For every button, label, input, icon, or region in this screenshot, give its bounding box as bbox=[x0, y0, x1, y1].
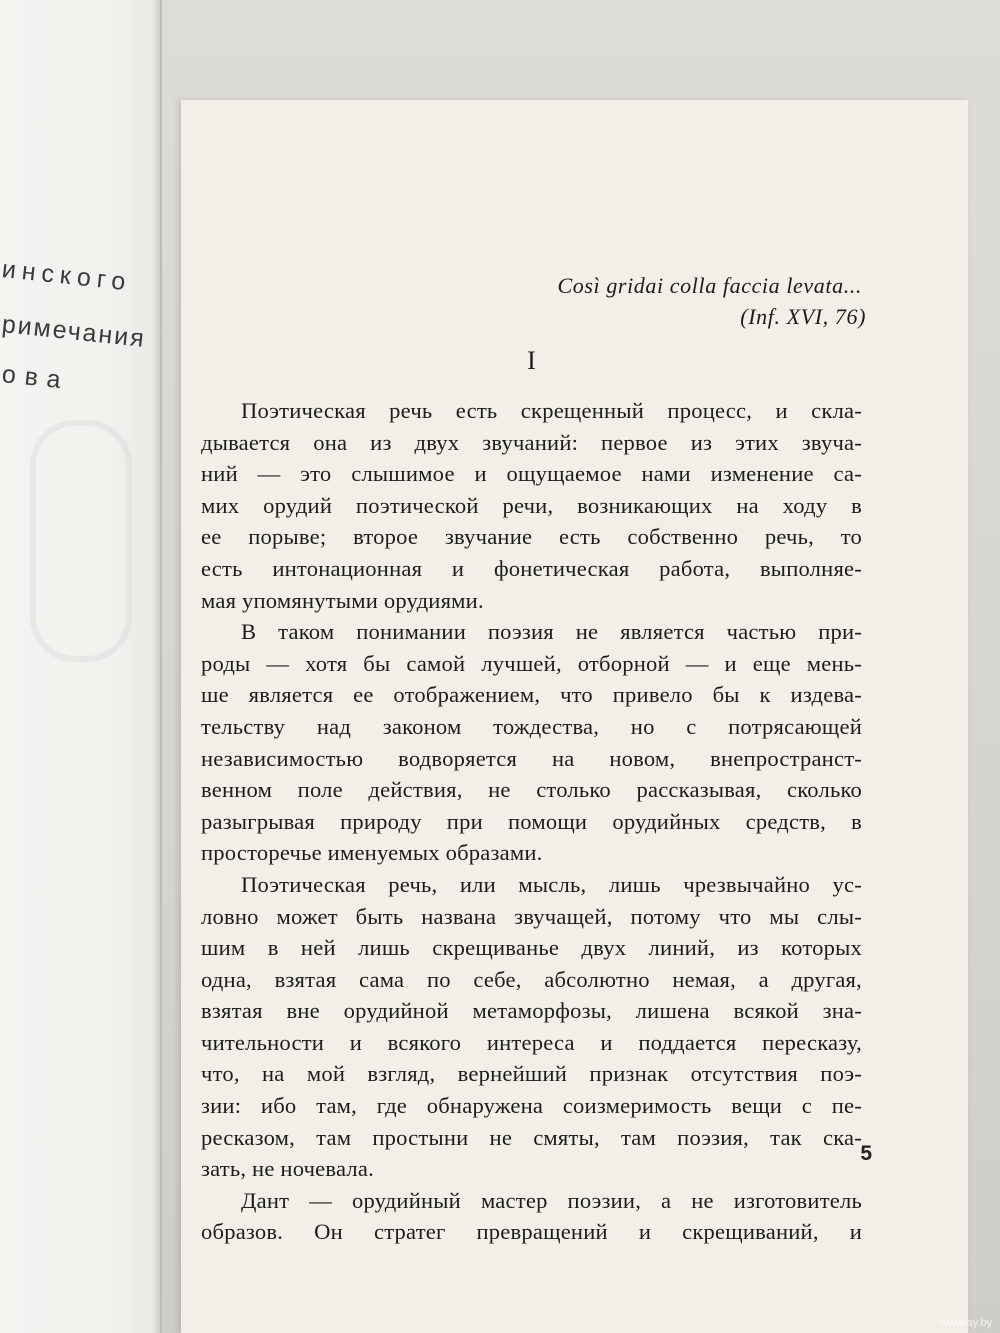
text-line: просторечье именуемых образами. bbox=[201, 840, 543, 866]
previous-page-fragment: инского bbox=[0, 255, 133, 297]
text-line: венном поле действия, не столько рассказывая, сколько bbox=[201, 777, 862, 803]
text-line: ний — это слышимое и ощущаемое нами изменение са- bbox=[201, 461, 862, 487]
watermark: www.ay.by bbox=[940, 1317, 992, 1329]
text-line: тельству над законом тождества, но с потрясающей bbox=[201, 713, 862, 739]
text-line: Поэтическая речь есть скрещенный процесс, и скла- bbox=[241, 398, 862, 423]
text-line: Поэтическая речь, или мысль, лишь чрезвычайно ус- bbox=[241, 871, 862, 897]
previous-page bbox=[0, 0, 162, 1333]
text-line: одна, взятая сама по себе, абсолютно немая, а другая, bbox=[201, 966, 862, 992]
chapter-heading: I bbox=[527, 346, 536, 375]
text-line: зать, не ночевала. bbox=[201, 1156, 374, 1182]
book-page bbox=[181, 100, 968, 1333]
text-line: В таком понимании поэзия не является частью при- bbox=[241, 619, 862, 645]
text-line: мая упомянутыми орудиями. bbox=[201, 587, 484, 613]
text-line: мих орудий поэтической речи, возникающих на ходу в bbox=[201, 492, 862, 518]
text-line: что, на мой взгляд, вернейший признак отсутствия поэ- bbox=[201, 1061, 862, 1087]
epigraph-text: Così gridai colla faccia levata... bbox=[557, 273, 862, 298]
text-line: разыгрывая природу при помощи орудийных средств, в bbox=[201, 808, 862, 834]
text-line: взятая вне орудийной метаморфозы, лишена всякой зна- bbox=[201, 998, 862, 1024]
show-through-ghost bbox=[30, 420, 132, 662]
text-line: есть интонационная и фонетическая работа, выполняе- bbox=[201, 555, 862, 581]
text-line: чительности и всякого интереса и поддается пересказу, bbox=[201, 1029, 862, 1055]
text-line: Дант — орудийный мастер поэзии, а не изготовитель bbox=[241, 1187, 862, 1213]
text-line: ее порыве; второе звучание есть собственно речь, то bbox=[201, 524, 862, 550]
text-line: образов. Он стратег превращений и скрещиваний, и bbox=[201, 1219, 862, 1245]
text-line: ловно может быть названа звучащей, потому что мы слы- bbox=[201, 903, 862, 929]
epigraph-reference: (Inf. XVI, 76) bbox=[740, 304, 866, 329]
page-number: 5 bbox=[860, 1142, 872, 1165]
body-text bbox=[201, 395, 862, 1248]
text-line: ресказом, там простыни не смяты, там поэзия, так ска- bbox=[201, 1124, 862, 1150]
text-line: независимостью водворяется на новом, внепространст- bbox=[201, 745, 862, 771]
text-line: зии: ибо там, где обнаружена соизмеримость вещи с пе- bbox=[201, 1093, 862, 1119]
previous-page-fragment: римечания bbox=[0, 310, 148, 354]
text-line: шим в ней лишь скрещиванье двух линий, из которых bbox=[201, 935, 862, 961]
text-line: дывается она из двух звучаний: первое из этих звуча- bbox=[201, 429, 862, 455]
text-line: роды — хотя бы самой лучшей, отборной — и еще мень- bbox=[201, 650, 862, 676]
epigraph bbox=[557, 270, 866, 332]
previous-page-fragment: ова bbox=[0, 360, 71, 396]
text-line: ше является ее отображением, что привело бы к издева- bbox=[201, 682, 862, 708]
